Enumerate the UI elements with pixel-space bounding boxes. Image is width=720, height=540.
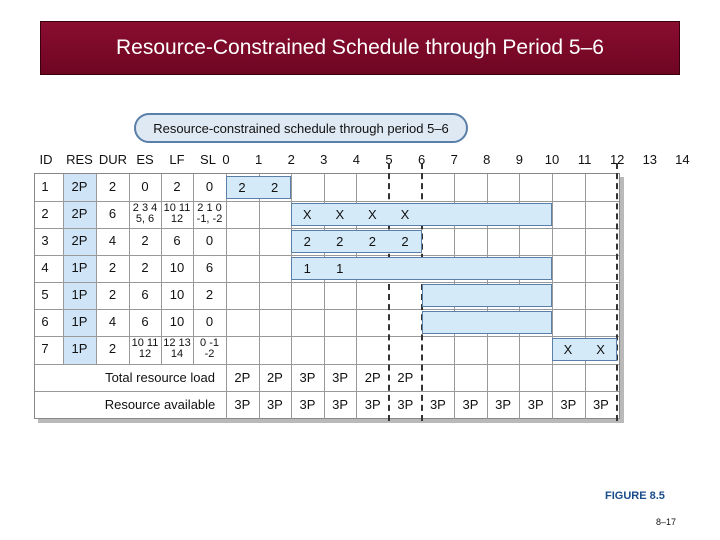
resource-available-cell: 3P bbox=[397, 397, 414, 412]
row-es: 6 bbox=[141, 287, 149, 302]
row-sl-line2: -1, -2 bbox=[196, 213, 223, 225]
row-dur: 2 bbox=[108, 260, 117, 275]
activity-3-bar-label: 2 bbox=[303, 234, 311, 249]
period-header: 5 bbox=[385, 152, 393, 167]
resource-available-cell: 3P bbox=[592, 397, 609, 412]
resource-available-cell: 3P bbox=[527, 397, 544, 412]
row-lf-line2: 12 bbox=[170, 213, 184, 225]
row-lf: 6 bbox=[173, 233, 181, 248]
resource-available-cell: 3P bbox=[364, 397, 381, 412]
row-es-line2: 5, 6 bbox=[135, 213, 155, 225]
period-header: 10 bbox=[544, 152, 560, 167]
total-load-cell: 2P bbox=[234, 370, 251, 385]
activity-3-bar-label: 2 bbox=[401, 234, 409, 249]
figure-label: Resource-constrained schedule through period 5–6 bbox=[134, 113, 468, 143]
activity-4-bar-label: 1 bbox=[336, 261, 344, 276]
column-divider bbox=[226, 174, 227, 364]
activity-2-bar-label: X bbox=[335, 207, 345, 222]
row-lf-line1: 10 11 bbox=[163, 202, 191, 214]
resource-available-cell: 3P bbox=[266, 397, 283, 412]
row-sl: 6 bbox=[205, 260, 214, 275]
row-sl: 0 bbox=[205, 314, 214, 329]
period-header: 0 bbox=[222, 152, 230, 167]
header-id: ID bbox=[39, 152, 53, 167]
activity-4-bar-label: 1 bbox=[303, 261, 311, 276]
header-lf: LF bbox=[169, 152, 185, 167]
total-load-label: Total resource load bbox=[105, 370, 215, 385]
resource-available-label: Resource available bbox=[104, 397, 216, 412]
activity-7-bar-label: X bbox=[563, 342, 573, 357]
row-id: 2 bbox=[41, 206, 49, 221]
period-header: 3 bbox=[320, 152, 328, 167]
row-es: 2 bbox=[141, 233, 149, 248]
total-load-cell: 3P bbox=[299, 370, 316, 385]
row-divider bbox=[35, 282, 619, 283]
resource-available-cell: 3P bbox=[495, 397, 512, 412]
total-load-cell: 3P bbox=[332, 370, 349, 385]
row-divider bbox=[35, 201, 619, 202]
row-lf-line1: 12 13 bbox=[163, 337, 191, 349]
row-lf: 10 bbox=[169, 260, 185, 275]
row-res: 2P bbox=[71, 206, 88, 221]
activity-3-bar-label: 2 bbox=[368, 234, 376, 249]
row-lf: 10 bbox=[169, 314, 185, 329]
row-divider bbox=[35, 336, 619, 337]
resource-available-cell: 3P bbox=[299, 397, 316, 412]
total-load-cell: 2P bbox=[266, 370, 283, 385]
row-id: 3 bbox=[41, 233, 49, 248]
period-header: 8 bbox=[483, 152, 491, 167]
row-id: 1 bbox=[41, 179, 49, 194]
page-number: 8–17 bbox=[656, 517, 677, 527]
resource-available-cell: 3P bbox=[429, 397, 446, 412]
resource-available-cell: 3P bbox=[332, 397, 349, 412]
row-lf: 10 bbox=[169, 287, 185, 302]
period-header: 6 bbox=[417, 152, 426, 167]
row-dur: 4 bbox=[108, 314, 117, 329]
row-res: 1P bbox=[71, 314, 88, 329]
period-header: 12 bbox=[609, 152, 625, 167]
period-header: 11 bbox=[577, 152, 592, 167]
row-divider bbox=[35, 228, 619, 229]
row-es-line1: 2 3 4 bbox=[132, 202, 158, 214]
total-load-cell: 2P bbox=[364, 370, 381, 385]
row-id: 6 bbox=[41, 314, 49, 329]
row-divider bbox=[35, 255, 619, 256]
header-dur: DUR bbox=[98, 152, 128, 167]
resource-available-cell: 3P bbox=[462, 397, 479, 412]
slide-title: Resource-Constrained Schedule through Period 5–6 bbox=[116, 36, 604, 59]
resource-available-cell: 3P bbox=[234, 397, 251, 412]
header-res: RES bbox=[66, 152, 93, 167]
row-dur: 2 bbox=[108, 287, 117, 302]
row-sl-line1: 0 -1 bbox=[200, 337, 219, 349]
activity-2-bar-label: X bbox=[368, 207, 377, 222]
row-id: 4 bbox=[41, 260, 49, 275]
activity-1-bar-label: 2 bbox=[238, 180, 246, 195]
row-divider bbox=[35, 391, 619, 392]
activity-7-bar-label: X bbox=[596, 342, 605, 357]
row-sl: 2 bbox=[205, 287, 214, 302]
row-lf: 2 bbox=[173, 179, 181, 194]
resource-available-cell: 3P bbox=[560, 397, 577, 412]
header-sl: SL bbox=[200, 152, 216, 167]
row-res: 1P bbox=[71, 287, 88, 302]
period-divider bbox=[585, 174, 586, 419]
row-res: 2P bbox=[71, 233, 88, 248]
row-divider bbox=[35, 309, 619, 310]
row-dur: 2 bbox=[108, 179, 117, 194]
row-es-line2: 12 bbox=[138, 348, 152, 360]
period-header: 9 bbox=[515, 152, 523, 167]
period-divider bbox=[552, 174, 553, 419]
header-es: ES bbox=[136, 152, 154, 167]
activity-3-bar-label: 2 bbox=[336, 234, 344, 249]
activity-5-bar bbox=[422, 284, 552, 307]
period-dash-line bbox=[616, 163, 618, 421]
row-res: 1P bbox=[71, 260, 88, 275]
period-header: 2 bbox=[287, 152, 295, 167]
row-sl: 0 bbox=[205, 233, 214, 248]
row-sl: 0 bbox=[205, 179, 214, 194]
activity-1-bar-label: 2 bbox=[270, 180, 279, 195]
row-id: 7 bbox=[41, 341, 49, 356]
row-sl-line2: -2 bbox=[204, 348, 215, 360]
row-res: 2P bbox=[71, 179, 88, 194]
row-dur: 6 bbox=[108, 206, 117, 221]
row-id: 5 bbox=[41, 287, 49, 302]
row-dur: 2 bbox=[108, 341, 117, 356]
period-header: 1 bbox=[254, 152, 263, 167]
period-header: 14 bbox=[675, 152, 690, 167]
total-load-cell: 2P bbox=[397, 370, 414, 385]
row-es: 6 bbox=[141, 314, 149, 329]
period-header: 13 bbox=[642, 152, 658, 167]
period-header: 4 bbox=[352, 152, 360, 167]
row-divider bbox=[35, 364, 619, 365]
row-sl-line1: 2 1 0 bbox=[197, 202, 222, 214]
row-es: 2 bbox=[141, 260, 149, 275]
activity-2-bar-label: X bbox=[400, 207, 410, 222]
activity-6-bar bbox=[422, 311, 552, 334]
row-lf-line2: 14 bbox=[170, 348, 184, 360]
row-dur: 4 bbox=[108, 233, 117, 248]
figure-caption: FIGURE 8.5 bbox=[605, 490, 665, 502]
period-header: 7 bbox=[450, 152, 458, 167]
row-res: 1P bbox=[71, 341, 88, 356]
row-es: 0 bbox=[141, 179, 149, 194]
row-es-line1: 10 11 bbox=[131, 337, 159, 349]
activity-2-bar-label: X bbox=[302, 207, 312, 222]
